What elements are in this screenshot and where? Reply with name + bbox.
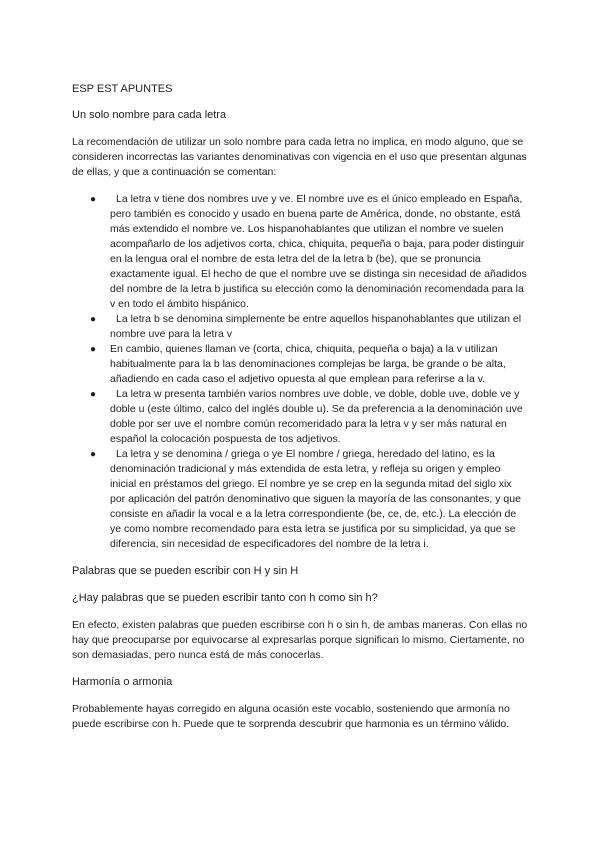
body-paragraph: Probablemente hayas corregido en alguna ocasión este vocablo, sosteniendo que armonía no puede escribirse con h. Puede que te sorprenda descubrir que harmonia es un término válido. — [72, 703, 510, 730]
list-item — [72, 312, 528, 342]
bullet-icon: ● — [90, 194, 97, 205]
bullet-icon: ● — [90, 314, 97, 325]
section-harmonia — [72, 675, 528, 732]
section-heading: Un solo nombre para cada letra — [72, 109, 227, 121]
section-h-sin-h — [72, 564, 528, 663]
list-item-text: La letra y se denomina / griega o ye El nombre / griega, heredado del latino, es la denominación tradicional y más extendida de esta letra, y refleja su origen y empleo inicial en préstamos del griego. El nombre ye se crep en la segunda mitad del siglo xix por aplicación del patrón denominativo que siguen la mayoría de las consonantes, y que consiste en añadir la vocal e a la letra correspondiente (be, ce, de, etc.). La elección de ye como nombre recomendado para esta letra se justifica por su simplicidad, ya que se diferencia, sin necesidad de especificadores del nombre de la letra i. — [110, 448, 521, 550]
list-item-text: La letra b se denomina simplemente be entre aquellos hispanohablantes que utilizan el nombre uve para la letra v — [110, 313, 522, 340]
list-item — [72, 342, 528, 387]
bullet-icon: ● — [90, 389, 97, 400]
list-item-text: La letra v tiene dos nombres uve y ve. El nombre uve es el único empleado en España, pero también es conocido y usado en buena parte de América, donde, no obstante, está más extendido el nombre ve. Los hispanohablantes que utilizan el nombre ve suelen acompañarlo de los adjetivos corta, chica, chiquita, pequeña o baja, para poder distinguir en la lengua oral el nombre de esta letra del de la letra b (be), que se pronuncia exactamente igual. El hecho de que el nombre uve se distinga sin necesidad de añadidos del nombre de la letra b justifica su elección como la denominación recomendada para la v en todo el ámbito hispánico. — [110, 193, 527, 310]
letter-names-list — [72, 192, 528, 552]
document-title: ESP EST APUNTES — [72, 83, 173, 95]
list-item — [72, 192, 528, 312]
intro-paragraph: La recomendación de utilizar un solo nombre para cada letra no implica, en modo alguno, que se consideren incorrectas las variantes denominativas con vigencia en el uso que presentan algunas de ellas, y que a continuación se comentan: — [72, 136, 527, 178]
list-item-text: La letra w presenta también varios nombres uve doble, ve doble, doble uve, doble ve y doble u (este último, calco del inglés double u). Se da preferencia a la denominación uve doble por ser uve el nombre común recomeridado para la letra v y ser más natural en español la colocación pospuesta de tos adjetivos. — [110, 388, 523, 445]
section-nombre-letra — [72, 108, 528, 552]
section-heading: Harmonía o armonia — [72, 676, 173, 688]
list-item — [72, 387, 528, 447]
bullet-icon: ● — [90, 344, 97, 355]
bullet-icon: ● — [90, 449, 97, 460]
list-item-text: En cambio, quienes llaman ve (corta, chica, chiquita, pequeña o baja) a la v utilizan habitualmente para la b las denominaciones complejas be larga, be grande o be alta, añadiendo en cada caso el adjetivo opuesta al que emplean para referirse a la v. — [110, 343, 506, 385]
body-paragraph: En efecto, existen palabras que pueden escribirse con h o sin h, de ambas maneras. Con ellas no hay que preocuparse por equivocarse al expresarlas porque significan lo mismo. Ciertamente, no son demasiadas, pero nunca está de más conocerlas. — [72, 619, 528, 661]
question-paragraph: ¿Hay palabras que se pueden escribir tanto con h como sin h? — [72, 592, 378, 604]
section-heading: Palabras que se pueden escribir con H y sin H — [72, 565, 299, 577]
list-item — [72, 447, 528, 552]
